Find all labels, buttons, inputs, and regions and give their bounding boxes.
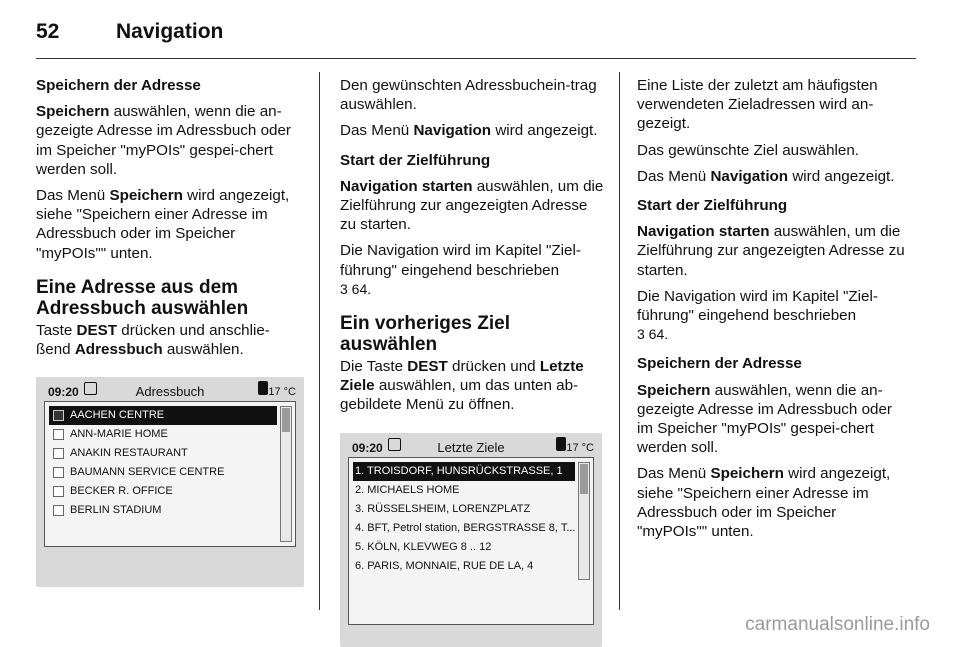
screen-status-bar: [348, 437, 594, 455]
column-1: [36, 76, 304, 587]
address-list: [49, 406, 277, 520]
screen-title: Adressbuch: [135, 384, 205, 400]
paragraph: Eine Liste der zuletzt am häufigsten verwendeten Zieladressen wird an-gezeigt.: [637, 77, 878, 133]
text: Die Taste: [340, 358, 408, 376]
watermark[interactable]: carmanualsonline.info: [745, 614, 930, 635]
text: auswählen, wenn die an-gezeigte Adresse im Adressbuch oder im Speicher "myPOIs" gespei-chert werden soll.: [637, 381, 892, 457]
subheading: Start der Zielführung: [340, 151, 491, 169]
section-heading: Ein vorheriges Ziel auswählen: [340, 313, 510, 356]
keyword: Speichern: [710, 465, 784, 483]
page-reference[interactable]: 3 64.: [340, 280, 372, 297]
thermometer-icon: [258, 381, 268, 395]
column-2: [340, 76, 606, 647]
list-item[interactable]: [49, 444, 277, 463]
screen-letzte-ziele: [340, 433, 602, 647]
keyword: Navigation: [710, 167, 789, 185]
text: Das Menü: [340, 122, 414, 140]
list-item[interactable]: 2. MICHAELS HOME: [355, 483, 460, 496]
paragraph: Den gewünschten Adressbuchein-trag auswählen.: [340, 77, 597, 114]
list-item-label: AACHEN CENTRE: [70, 409, 165, 422]
paragraph: [637, 167, 907, 186]
list-item[interactable]: 5. KÖLN, KLEVWEG 8 .. 12: [355, 540, 492, 553]
paragraph: [637, 222, 907, 280]
screen-status-bar: [44, 381, 296, 399]
list-item[interactable]: 6. PARIS, MONNAIE, RUE DE LA, 4: [355, 559, 534, 572]
keyword: Speichern: [36, 103, 110, 121]
scrollbar[interactable]: [578, 462, 590, 580]
column-3: [637, 76, 907, 548]
screen-title: Letzte Ziele: [437, 439, 505, 455]
text: auswählen, um das unten ab-gebildete Menü zu öffnen.: [340, 377, 579, 414]
list-item[interactable]: [49, 482, 277, 501]
subheading: Speichern der Adresse: [637, 355, 802, 373]
document-icon: [53, 429, 64, 440]
list-item[interactable]: [49, 425, 277, 444]
text: drücken und anschlie-ßend: [36, 321, 270, 359]
paragraph: [340, 357, 606, 415]
text: Taste: [36, 321, 77, 339]
text: Die Navigation wird im Kapitel "Ziel-führung" eingehend beschrieben: [637, 287, 878, 325]
keyword: DEST: [76, 321, 118, 339]
text: Das Menü: [36, 187, 110, 205]
document-icon: [53, 410, 64, 421]
list-item[interactable]: 4. BFT, Petrol station, BERGSTRASSE 8, T...: [355, 521, 575, 534]
text: wird angezeigt, siehe "Speichern einer Adresse im Adressbuch oder im Speicher "myPOIs"" unten.: [637, 465, 891, 541]
text: Das Menü: [637, 465, 711, 483]
screen-adressbuch: [36, 377, 304, 587]
paragraph: [340, 121, 606, 140]
text: drücken und: [447, 358, 540, 376]
list-item[interactable]: 3. RÜSSELSHEIM, LORENZPLATZ: [355, 502, 531, 515]
list-item-label: BECKER R. OFFICE: [70, 485, 173, 498]
keyword: Letzte Ziele: [340, 358, 584, 395]
text: wird angezeigt, siehe "Speichern einer Adresse im Adressbuch oder im Speicher "myPOIs"" unten.: [36, 187, 290, 262]
paragraph: [637, 287, 907, 345]
page-reference[interactable]: 3 64.: [637, 326, 669, 343]
subheading: Start der Zielführung: [637, 197, 788, 215]
document-icon: [53, 505, 64, 516]
list-item-label: ANN-MARIE HOME: [70, 428, 168, 441]
document-icon: [53, 486, 64, 497]
temperature: 17 °C: [268, 386, 296, 399]
keyword: Navigation: [413, 122, 492, 140]
subheading: Speichern der Adresse: [36, 77, 201, 94]
keyword: Navigation starten: [637, 223, 770, 241]
clock-time: 09:20: [48, 385, 79, 400]
keyword: Adressbuch: [74, 341, 163, 359]
thermometer-icon: [556, 437, 566, 451]
keyword: Speichern: [637, 381, 711, 399]
text: Das Menü: [637, 167, 711, 185]
text: auswählen, wenn die an-gezeigte Adresse im Adressbuch oder im Speicher "myPOIs" gespei-chert werden soll.: [36, 103, 291, 178]
list-item[interactable]: [49, 501, 277, 520]
column-divider: [319, 72, 320, 610]
list-item-label: BERLIN STADIUM: [70, 504, 162, 517]
text: auswählen, um die Zielführung zur angezeigten Adresse zu starten.: [637, 223, 905, 279]
document-icon: [53, 448, 64, 459]
list-item[interactable]: [49, 406, 277, 425]
section-heading: Eine Adresse aus dem Adressbuch auswählen: [36, 276, 249, 319]
paragraph: [637, 464, 907, 541]
text: auswählen, um die Zielführung zur angezeigten Adresse zu starten.: [340, 177, 604, 234]
keyword: Speichern: [109, 187, 183, 205]
temperature: 17 °C: [566, 441, 594, 454]
text: wird angezeigt.: [491, 122, 598, 140]
scrollbar-thumb[interactable]: [580, 464, 588, 494]
paragraph: [340, 241, 606, 299]
scrollbar[interactable]: [280, 406, 292, 542]
section-title: Navigation: [116, 20, 224, 43]
destination-list: [353, 462, 575, 576]
paragraph: [637, 381, 907, 458]
paragraph: [36, 321, 304, 359]
paragraph: [36, 102, 304, 179]
keyword: DEST: [407, 358, 448, 376]
text: auswählen.: [162, 341, 244, 359]
column-divider: [619, 72, 620, 610]
paragraph: [340, 177, 606, 235]
text: wird angezeigt.: [788, 167, 895, 185]
document-icon: [53, 467, 64, 478]
list-item[interactable]: [49, 463, 277, 482]
paragraph: Das gewünschte Ziel auswählen.: [637, 141, 860, 159]
header-rule: [36, 58, 916, 59]
list-item-label: BAUMANN SERVICE CENTRE: [70, 466, 225, 479]
text: Die Navigation wird im Kapitel "Ziel-führung" eingehend beschrieben: [340, 242, 581, 279]
clock-time: 09:20: [352, 440, 383, 455]
screen-list-panel: [348, 457, 594, 625]
screen-list-panel: [44, 401, 296, 547]
list-item[interactable]: 1. TROISDORF, HUNSRÜCKSTRASSE, 1: [353, 462, 575, 481]
scrollbar-thumb[interactable]: [282, 408, 290, 432]
page-number: 52: [36, 20, 60, 43]
paragraph: [36, 186, 304, 263]
list-item-label: ANAKIN RESTAURANT: [70, 447, 188, 460]
keyword: Navigation starten: [340, 177, 473, 195]
